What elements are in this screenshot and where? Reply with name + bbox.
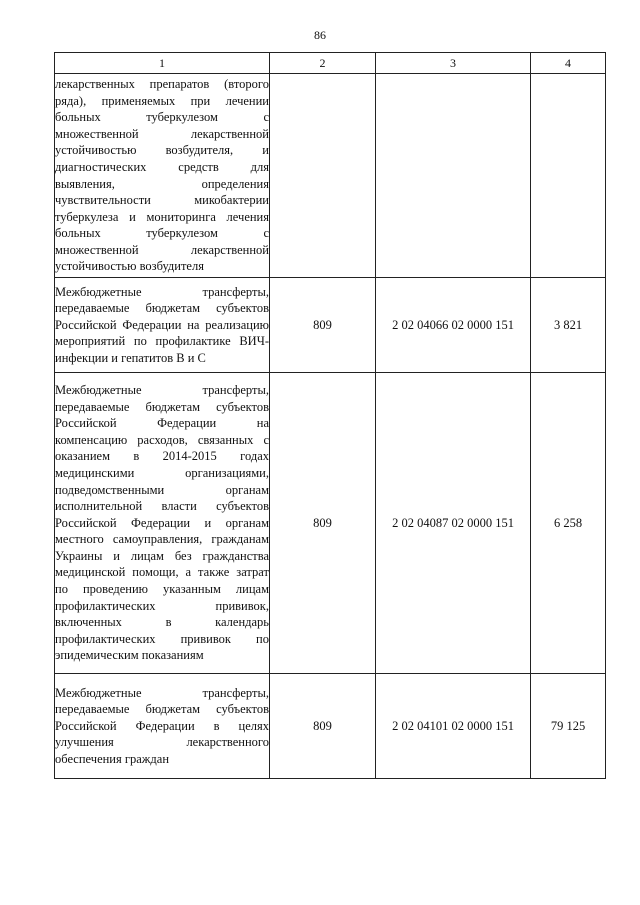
row-description: лекарственных препаратов (второго ряда), применяемых при лечении больных туберкулезом с множественной лекарственной устойчивостью возбудителя, и диагностических средств для выявления, определения чувствительности микобактерии туберкулеза и мониторинга лечения больных туберкулезом с множественной лекарственной устойчивостью возбудителя (55, 74, 270, 278)
row-admin-code (270, 74, 376, 278)
row-revenue-code (376, 74, 531, 278)
row-admin-code: 809 (270, 373, 376, 674)
row-revenue-code: 2 02 04066 02 0000 151 (376, 278, 531, 373)
row-revenue-code: 2 02 04087 02 0000 151 (376, 373, 531, 674)
header-col-3: 3 (376, 53, 531, 74)
row-admin-code: 809 (270, 674, 376, 779)
row-amount: 3 821 (531, 278, 606, 373)
row-description: Межбюджетные трансферты, передаваемые бюджетам субъектов Российской Федерации в целях улучшения лекарственного обеспечения граждан (55, 674, 270, 779)
row-amount: 6 258 (531, 373, 606, 674)
page-number: 86 (314, 28, 326, 42)
row-amount: 79 125 (531, 674, 606, 779)
row-description: Межбюджетные трансферты, передаваемые бюджетам субъектов Российской Федерации на реализацию мероприятий по профилактике ВИЧ-инфекции и гепатитов В и С (55, 278, 270, 373)
row-amount (531, 74, 606, 278)
table-row (55, 674, 606, 779)
row-admin-code: 809 (270, 278, 376, 373)
header-col-2: 2 (270, 53, 376, 74)
table-row (55, 373, 606, 674)
row-revenue-code: 2 02 04101 02 0000 151 (376, 674, 531, 779)
table-body (55, 74, 606, 779)
header-col-4: 4 (531, 53, 606, 74)
table-header (55, 53, 606, 74)
budget-table (54, 52, 606, 779)
table-row (55, 278, 606, 373)
header-row (55, 53, 606, 74)
row-description: Межбюджетные трансферты, передаваемые бюджетам субъектов Российской Федерации на компенсацию расходов, связанных с оказанием в 2014-2015 годах медицинскими организациями, подведомственными органам исполнительной власти субъектов Российской Федерации и органам местного самоуправления, гражданам Украины и лицам без гражданства медицинской помощи, а также затрат по проведению указанным лицам профилактических прививок, включенных в календарь профилактических прививок по эпидемическим показаниям (55, 373, 270, 674)
header-col-1: 1 (55, 53, 270, 74)
table-row (55, 74, 606, 278)
